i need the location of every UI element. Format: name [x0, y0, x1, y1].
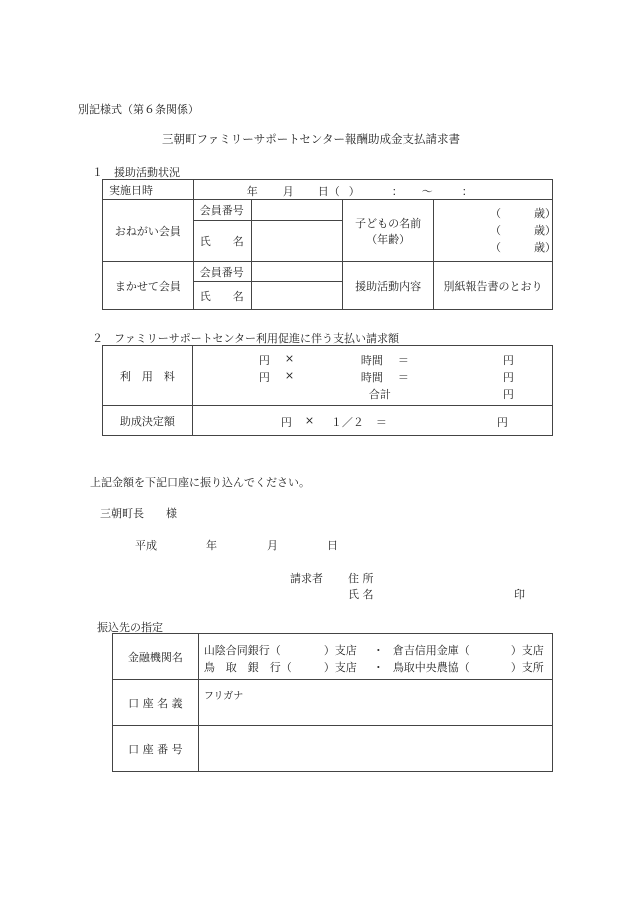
account-name-input[interactable] [198, 680, 552, 726]
day-label: 日 [327, 539, 338, 552]
provider-name-input[interactable] [251, 282, 343, 310]
requester-member-no-label: 会員番号 [193, 200, 251, 221]
subsidy-calc[interactable] [192, 406, 552, 436]
fee-hours: 時間 [360, 370, 383, 384]
furigana-label: フリガナ [203, 691, 244, 702]
activity-table [102, 179, 557, 310]
fee-equals: ＝ [397, 353, 409, 367]
era-label: 平成 [135, 539, 157, 552]
seal-mark: 印 [514, 588, 525, 601]
sum-label: 合計 [368, 387, 391, 401]
branch-suffix: ）支店 [510, 643, 544, 657]
section1-heading: １ 援助活動状況 [92, 166, 180, 179]
subsidy-label: 助成決定額 [103, 406, 193, 436]
provider-name-label: 氏 名 [193, 282, 251, 310]
bank-option: 鳥取中央農協（ [392, 660, 470, 674]
provider-member-no-input[interactable] [251, 262, 343, 282]
age-row: （ 歳） [490, 207, 557, 220]
fee-hours: 時間 [360, 353, 383, 367]
requester-name-field-label: 氏 名 [348, 588, 374, 601]
subsidy-ratio: １／２ [330, 415, 364, 429]
child-name-label [343, 200, 434, 262]
branch-suffix: ）支店 [323, 643, 357, 657]
requester-label: 請求者 [290, 572, 323, 585]
age-label: （年齢） [366, 232, 411, 246]
bank-option: 山陰合同銀行（ [203, 643, 281, 657]
age-row: （ 歳） [490, 241, 557, 254]
requester-name-input[interactable] [251, 221, 343, 262]
start-colon: ： [391, 184, 403, 198]
month-label: 月 [267, 539, 278, 552]
fee-total: 円 [502, 370, 514, 384]
account-name-label: 口 座 名 義 [113, 680, 199, 726]
fee-total: 円 [502, 353, 514, 367]
fee-times: × [284, 368, 295, 382]
separator: ・ [372, 643, 384, 657]
fee-equals: ＝ [397, 370, 409, 384]
requester-name-label: 氏 名 [193, 221, 251, 262]
subsidy-yen: 円 [280, 415, 292, 429]
year-unit: 年 [246, 184, 258, 198]
fee-label: 利 用 料 [103, 346, 193, 406]
requester-member-label: おねがい会員 [103, 200, 194, 262]
child-name-input[interactable] [434, 200, 557, 262]
requester-address-label: 住 所 [348, 572, 374, 585]
bank-table [112, 633, 553, 772]
payment-table [102, 345, 553, 436]
date-field[interactable] [193, 180, 552, 200]
month-unit: 月 [282, 184, 294, 198]
age-row: （ 歳） [490, 224, 557, 237]
page-title: 三朝町ファミリーサポートセンター報酬助成金支払請求書 [162, 132, 460, 146]
provider-member-no-label: 会員番号 [193, 262, 251, 282]
subsidy-times: × [304, 413, 315, 427]
date-label: 実施日時 [103, 180, 194, 200]
activity-label: 援助活動内容 [343, 262, 434, 310]
provider-member-label: まかせて会員 [103, 262, 194, 310]
fee-calc[interactable] [192, 346, 552, 406]
section2-heading: ２ ファミリーサポートセンター利用促進に伴う支払い請求額 [92, 332, 400, 345]
subsidy-total: 円 [496, 415, 508, 429]
weekday-close: ） [348, 184, 360, 198]
bank-option: 倉吉信用金庫（ [392, 643, 470, 657]
addressee: 三朝町長 様 [100, 507, 177, 520]
fee-yen: 円 [258, 353, 270, 367]
bank-heading: 振込先の指定 [97, 621, 163, 634]
child-label: 子どもの名前 [355, 216, 422, 230]
end-colon: ： [461, 184, 473, 198]
branch-suffix: ）支所 [510, 660, 544, 674]
requester-member-no-input[interactable] [251, 200, 343, 221]
branch-suffix: ）支店 [323, 660, 357, 674]
transfer-request: 上記金額を下記口座に振り込んでください。 [90, 476, 310, 489]
institution-label: 金融機関名 [113, 634, 199, 680]
sum-unit: 円 [502, 387, 514, 401]
account-no-label: 口 座 番 号 [113, 726, 199, 772]
day-unit: 日（ [317, 184, 340, 198]
institution-options[interactable] [198, 634, 552, 680]
activity-value: 別紙報告書のとおり [434, 262, 553, 310]
separator: ・ [372, 660, 384, 674]
fee-times: × [284, 351, 295, 365]
range-tilde: ～ [421, 184, 433, 198]
subsidy-equals: ＝ [375, 415, 387, 429]
account-no-input[interactable] [198, 726, 552, 772]
year-label: 年 [206, 539, 217, 552]
bank-option: 鳥 取 銀 行（ [203, 660, 292, 674]
form-label: 別記様式（第６条関係） [78, 103, 199, 116]
fee-yen: 円 [258, 370, 270, 384]
